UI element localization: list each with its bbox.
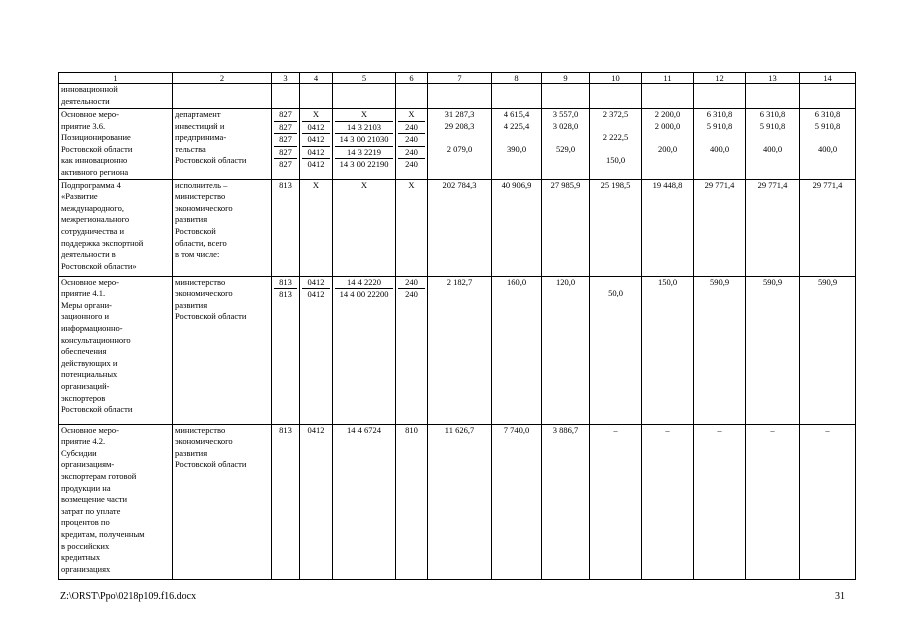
amount-value: 2 222,5 bbox=[602, 132, 629, 143]
amount-value bbox=[644, 288, 691, 300]
amount-value: 50,0 bbox=[608, 288, 623, 299]
budget-table bbox=[58, 72, 856, 580]
amount-cell bbox=[590, 179, 642, 276]
table-row bbox=[59, 109, 856, 180]
amount-cell bbox=[590, 84, 642, 109]
expense-type-cell bbox=[396, 179, 428, 276]
cell-value: Х bbox=[312, 109, 320, 119]
amount-cell bbox=[542, 109, 590, 180]
amount-cell bbox=[590, 109, 642, 180]
amount-value: 3 886,7 bbox=[552, 424, 579, 435]
amount-cell bbox=[542, 424, 590, 579]
column-number: 8 bbox=[492, 73, 542, 84]
amount-cell bbox=[746, 84, 800, 109]
amount-cell bbox=[492, 179, 542, 276]
amount-cell bbox=[642, 109, 694, 180]
amount-value: 400,0 bbox=[709, 143, 730, 154]
cell-value: 240 bbox=[398, 121, 425, 134]
amount-cell bbox=[694, 424, 746, 579]
table-body bbox=[59, 84, 856, 580]
table-row bbox=[59, 179, 856, 276]
cell-value: 0412 bbox=[307, 424, 325, 435]
cell-value: 827 bbox=[274, 146, 297, 159]
column-number: 1 bbox=[59, 73, 173, 84]
amount-cell bbox=[492, 84, 542, 109]
amount-value: – bbox=[770, 424, 775, 435]
amount-value bbox=[494, 288, 539, 300]
amount-value: 2 000,0 bbox=[654, 120, 681, 131]
amount-value bbox=[544, 288, 587, 300]
amount-value bbox=[696, 132, 743, 144]
amount-value: 3 028,0 bbox=[552, 120, 579, 131]
row-name-cell: Подпрограмма 4 «Развитие международного, межрегионального сотрудничества и поддержка экспортной деятельности в Ростовской области» bbox=[59, 179, 173, 276]
amount-value bbox=[696, 155, 743, 167]
amount-cell bbox=[428, 276, 492, 424]
amount-value: 200,0 bbox=[657, 143, 678, 154]
cell-value: 0412 bbox=[302, 146, 330, 159]
amount-value: 202 784,3 bbox=[442, 179, 477, 190]
section-code-cell bbox=[300, 179, 333, 276]
amount-value: 2 079,0 bbox=[446, 143, 473, 154]
amount-value: 19 448,8 bbox=[652, 179, 683, 190]
row-name-cell: инновационной деятельности bbox=[59, 84, 173, 109]
budget-code-cell bbox=[272, 84, 300, 109]
amount-cell bbox=[542, 276, 590, 424]
row-name-cell: Основное меро- приятие 4.1. Меры органи- зационного и информационно- консультационного обеспечения действующих и потенциальных организаций- экспортеров Ростовской области bbox=[59, 276, 173, 424]
expense-type-cell bbox=[396, 276, 428, 424]
target-article-cell bbox=[333, 179, 396, 276]
cell-value: 14 4 2220 bbox=[347, 276, 381, 287]
amount-value bbox=[748, 132, 797, 144]
amount-value bbox=[494, 155, 539, 167]
expense-type-cell bbox=[396, 109, 428, 180]
amount-cell bbox=[800, 179, 856, 276]
amount-value: 6 310,8 bbox=[706, 109, 733, 119]
amount-value: 27 985,9 bbox=[550, 179, 581, 190]
amount-cell bbox=[542, 179, 590, 276]
amount-value bbox=[802, 132, 853, 144]
cell-value: 0412 bbox=[302, 133, 330, 146]
budget-code-cell bbox=[272, 109, 300, 180]
table-row bbox=[59, 84, 856, 109]
amount-cell bbox=[694, 109, 746, 180]
amount-value: 6 310,8 bbox=[759, 109, 786, 119]
amount-value: 2 182,7 bbox=[446, 276, 473, 287]
amount-value bbox=[644, 132, 691, 144]
amount-value: 390,0 bbox=[506, 143, 527, 154]
cell-value: 14 3 00 22190 bbox=[335, 158, 393, 171]
executor-cell: исполнитель – министерство экономического развития Ростовской области, всего в том числе: bbox=[173, 179, 272, 276]
cell-value: 240 bbox=[398, 158, 425, 171]
cell-value: 0412 bbox=[307, 276, 325, 287]
column-number: 7 bbox=[428, 73, 492, 84]
amount-value: 29 771,4 bbox=[812, 179, 843, 190]
amount-value: – bbox=[825, 424, 830, 435]
amount-value bbox=[494, 132, 539, 144]
section-code-cell bbox=[300, 84, 333, 109]
section-code-cell bbox=[300, 109, 333, 180]
column-number: 12 bbox=[694, 73, 746, 84]
cell-value: 813 bbox=[279, 276, 292, 287]
amount-cell bbox=[746, 424, 800, 579]
executor-cell: министерство экономического развития Ростовской области bbox=[173, 424, 272, 579]
file-path: Z:\ORST\Ppo\0218p109.f16.docx bbox=[60, 591, 197, 602]
cell-value: Х bbox=[408, 179, 415, 190]
amount-cell bbox=[428, 179, 492, 276]
cell-value: Х bbox=[360, 179, 368, 190]
amount-value: 31 287,3 bbox=[444, 109, 475, 119]
amount-value: 150,0 bbox=[657, 276, 678, 287]
amount-value: – bbox=[665, 424, 670, 435]
cell-value: 827 bbox=[274, 121, 297, 134]
budget-code-cell bbox=[272, 424, 300, 579]
amount-value: 7 740,0 bbox=[503, 424, 530, 435]
column-number-row bbox=[59, 73, 856, 84]
amount-cell bbox=[694, 84, 746, 109]
amount-cell bbox=[542, 84, 590, 109]
amount-value bbox=[430, 288, 489, 300]
amount-value: 29 771,4 bbox=[757, 179, 788, 190]
amount-cell bbox=[800, 109, 856, 180]
amount-value bbox=[696, 288, 743, 300]
executor-cell: министерство экономического развития Ростовской области bbox=[173, 276, 272, 424]
amount-value: 4 615,4 bbox=[503, 109, 530, 119]
cell-value: Х bbox=[312, 179, 320, 190]
executor-cell: департамент инвестиций и предпринима- тельства Ростовской области bbox=[173, 109, 272, 180]
row-name-cell: Основное меро- приятие 3.6. Позиционирование Ростовской области как инновационно активного региона bbox=[59, 109, 173, 180]
amount-cell bbox=[746, 109, 800, 180]
amount-cell bbox=[428, 109, 492, 180]
amount-value: 590,9 bbox=[762, 276, 783, 287]
amount-cell bbox=[694, 179, 746, 276]
amount-cell bbox=[642, 276, 694, 424]
amount-value bbox=[592, 144, 639, 156]
amount-cell bbox=[642, 424, 694, 579]
cell-value: 240 bbox=[398, 133, 425, 146]
amount-cell bbox=[800, 84, 856, 109]
amount-value: 400,0 bbox=[817, 143, 838, 154]
expense-type-cell bbox=[396, 84, 428, 109]
cell-value: 14 3 2103 bbox=[335, 121, 393, 134]
cell-value: 827 bbox=[279, 109, 292, 119]
amount-cell bbox=[428, 424, 492, 579]
amount-value bbox=[802, 155, 853, 167]
cell-value: 813 bbox=[279, 424, 292, 435]
row-name-cell: Основное меро- приятие 4.2. Субсидии организациям- экспортерам готовой продукции на возмещение части затрат по уплате процентов по кредитам, полученным в российских кредитных организациях bbox=[59, 424, 173, 579]
amount-cell bbox=[492, 424, 542, 579]
amount-value bbox=[592, 121, 639, 133]
amount-value: – bbox=[613, 424, 618, 435]
cell-value: 240 bbox=[405, 276, 418, 287]
column-number: 13 bbox=[746, 73, 800, 84]
executor-cell bbox=[173, 84, 272, 109]
column-number: 5 bbox=[333, 73, 396, 84]
section-code-cell bbox=[300, 276, 333, 424]
amount-cell bbox=[590, 276, 642, 424]
amount-cell bbox=[746, 276, 800, 424]
amount-value: 29 771,4 bbox=[704, 179, 735, 190]
amount-value bbox=[430, 155, 489, 167]
column-number: 4 bbox=[300, 73, 333, 84]
column-number: 3 bbox=[272, 73, 300, 84]
budget-code-cell bbox=[272, 276, 300, 424]
table-row bbox=[59, 424, 856, 579]
amount-value: 5 910,8 bbox=[814, 120, 841, 131]
amount-value: 11 626,7 bbox=[444, 424, 475, 435]
amount-value: 590,9 bbox=[817, 276, 838, 287]
amount-value bbox=[748, 288, 797, 300]
page-number: 31 bbox=[835, 591, 845, 602]
cell-value: 827 bbox=[274, 133, 297, 146]
amount-value: 5 910,8 bbox=[759, 120, 786, 131]
amount-cell bbox=[590, 424, 642, 579]
amount-value bbox=[802, 288, 853, 300]
amount-cell bbox=[642, 179, 694, 276]
target-article-cell bbox=[333, 424, 396, 579]
amount-value: 529,0 bbox=[555, 143, 576, 154]
amount-cell bbox=[800, 276, 856, 424]
expense-type-cell bbox=[396, 424, 428, 579]
amount-value bbox=[544, 155, 587, 167]
cell-value: 14 4 00 22200 bbox=[335, 288, 393, 301]
cell-value: 14 3 2219 bbox=[335, 146, 393, 159]
column-number: 11 bbox=[642, 73, 694, 84]
cell-value: 0412 bbox=[302, 158, 330, 171]
amount-value: 400,0 bbox=[762, 143, 783, 154]
column-number: 6 bbox=[396, 73, 428, 84]
target-article-cell bbox=[333, 84, 396, 109]
amount-cell bbox=[428, 84, 492, 109]
amount-value bbox=[592, 277, 639, 289]
target-article-cell bbox=[333, 109, 396, 180]
amount-value: – bbox=[717, 424, 722, 435]
amount-value bbox=[644, 155, 691, 167]
cell-value: 813 bbox=[274, 288, 297, 301]
cell-value: Х bbox=[408, 109, 415, 119]
amount-value: 590,9 bbox=[709, 276, 730, 287]
amount-value: 160,0 bbox=[506, 276, 527, 287]
amount-value: 6 310,8 bbox=[814, 109, 841, 119]
column-number: 14 bbox=[800, 73, 856, 84]
amount-value: 120,0 bbox=[555, 276, 576, 287]
column-number: 2 bbox=[173, 73, 272, 84]
cell-value: 14 4 6724 bbox=[347, 424, 381, 435]
amount-value: 25 198,5 bbox=[600, 179, 631, 190]
amount-value: 150,0 bbox=[605, 155, 626, 166]
amount-value: 2 200,0 bbox=[654, 109, 681, 119]
amount-value bbox=[430, 132, 489, 144]
section-code-cell bbox=[300, 424, 333, 579]
cell-value: 14 3 00 21030 bbox=[335, 133, 393, 146]
column-number: 10 bbox=[590, 73, 642, 84]
cell-value: Х bbox=[360, 109, 368, 119]
target-article-cell bbox=[333, 276, 396, 424]
amount-cell bbox=[492, 276, 542, 424]
cell-value: 0412 bbox=[302, 121, 330, 134]
amount-value: 2 372,5 bbox=[602, 109, 629, 119]
cell-value: 813 bbox=[279, 179, 292, 190]
budget-code-cell bbox=[272, 179, 300, 276]
cell-value: 827 bbox=[274, 158, 297, 171]
amount-value bbox=[748, 155, 797, 167]
amount-cell bbox=[492, 109, 542, 180]
column-number: 9 bbox=[542, 73, 590, 84]
cell-value: 810 bbox=[405, 424, 418, 435]
amount-value: 3 557,0 bbox=[552, 109, 579, 119]
amount-cell bbox=[694, 276, 746, 424]
amount-cell bbox=[642, 84, 694, 109]
amount-cell bbox=[746, 179, 800, 276]
amount-value: 29 208,3 bbox=[444, 120, 475, 131]
cell-value: 0412 bbox=[302, 288, 330, 301]
table-row bbox=[59, 276, 856, 424]
amount-value: 40 906,9 bbox=[501, 179, 532, 190]
amount-value: 5 910,8 bbox=[706, 120, 733, 131]
amount-value bbox=[544, 132, 587, 144]
amount-cell bbox=[800, 424, 856, 579]
cell-value: 240 bbox=[398, 146, 425, 159]
cell-value: 240 bbox=[398, 288, 425, 301]
amount-value: 4 225,4 bbox=[503, 120, 530, 131]
